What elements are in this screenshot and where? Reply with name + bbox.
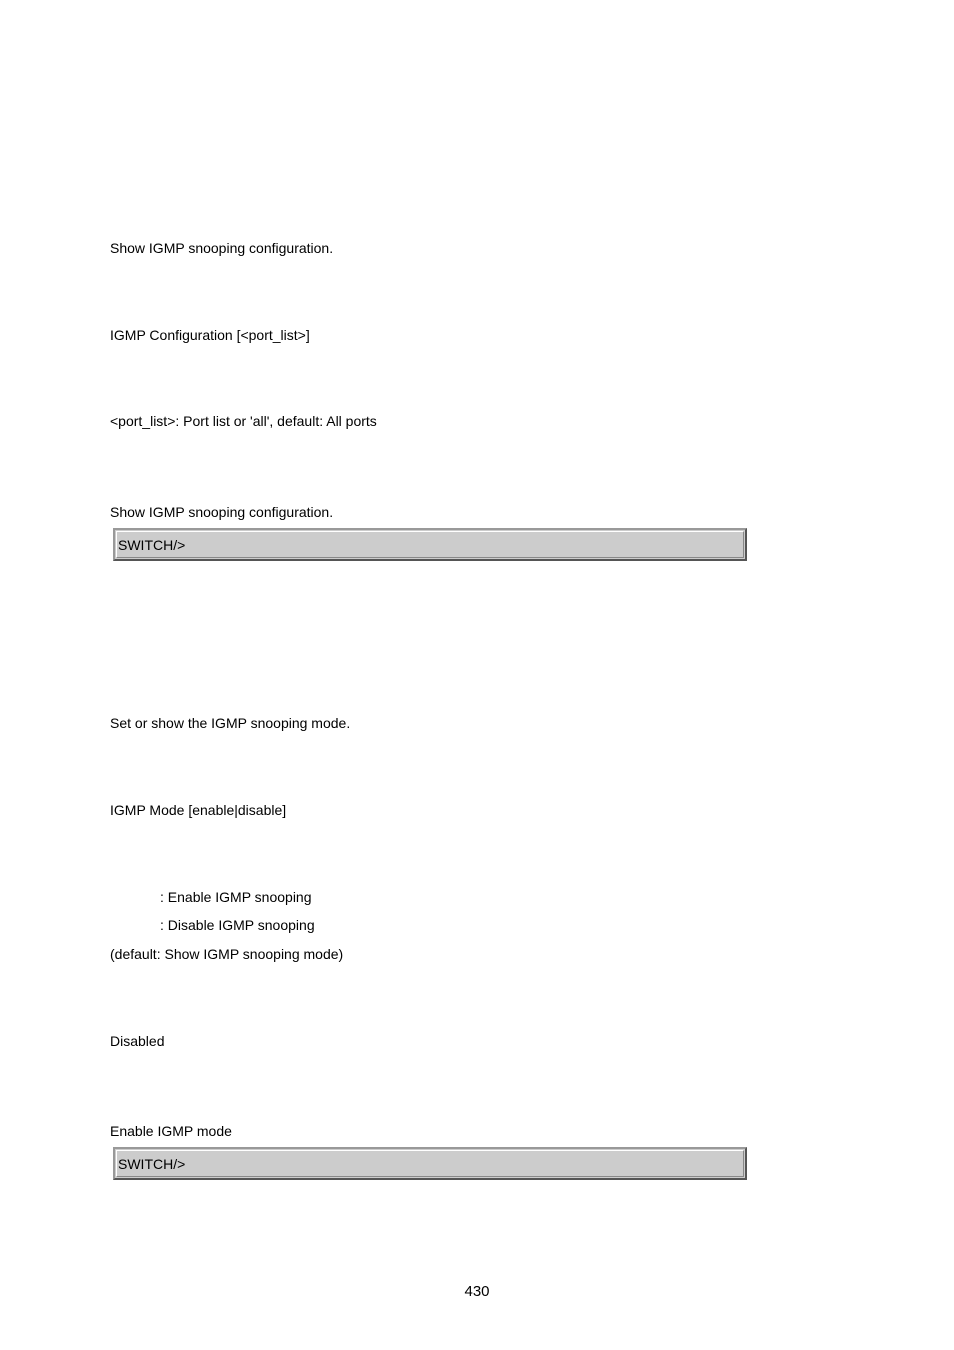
section2-example-caption: Enable IGMP mode xyxy=(110,1123,232,1139)
section2-command-prompt: SWITCH/> xyxy=(118,1156,186,1172)
section2-param-default: (default: Show IGMP snooping mode) xyxy=(110,946,344,962)
section1-command-prompt: SWITCH/> xyxy=(118,537,186,553)
page-number: 430 xyxy=(464,1283,490,1300)
section2-default-value: Disabled xyxy=(110,1033,165,1049)
section1-description: Show IGMP snooping configuration. xyxy=(110,240,334,256)
section2-command-box-bevel xyxy=(116,1150,744,1177)
section2-description: Set or show the IGMP snooping mode. xyxy=(110,715,351,731)
section2-param-disable: : Disable IGMP snooping xyxy=(160,917,315,933)
section1-syntax: IGMP Configuration [<port_list>] xyxy=(110,327,310,343)
section2-syntax: IGMP Mode [enable|disable] xyxy=(110,802,287,818)
section2-command-box xyxy=(113,1147,747,1180)
section1-command-box xyxy=(113,528,747,561)
section1-example-caption: Show IGMP snooping configuration. xyxy=(110,504,334,520)
section1-command-box-bevel xyxy=(116,531,744,558)
section2-param-enable: : Enable IGMP snooping xyxy=(160,889,312,905)
section1-parameter: <port_list>: Port list or 'all', default: All ports xyxy=(110,413,377,429)
